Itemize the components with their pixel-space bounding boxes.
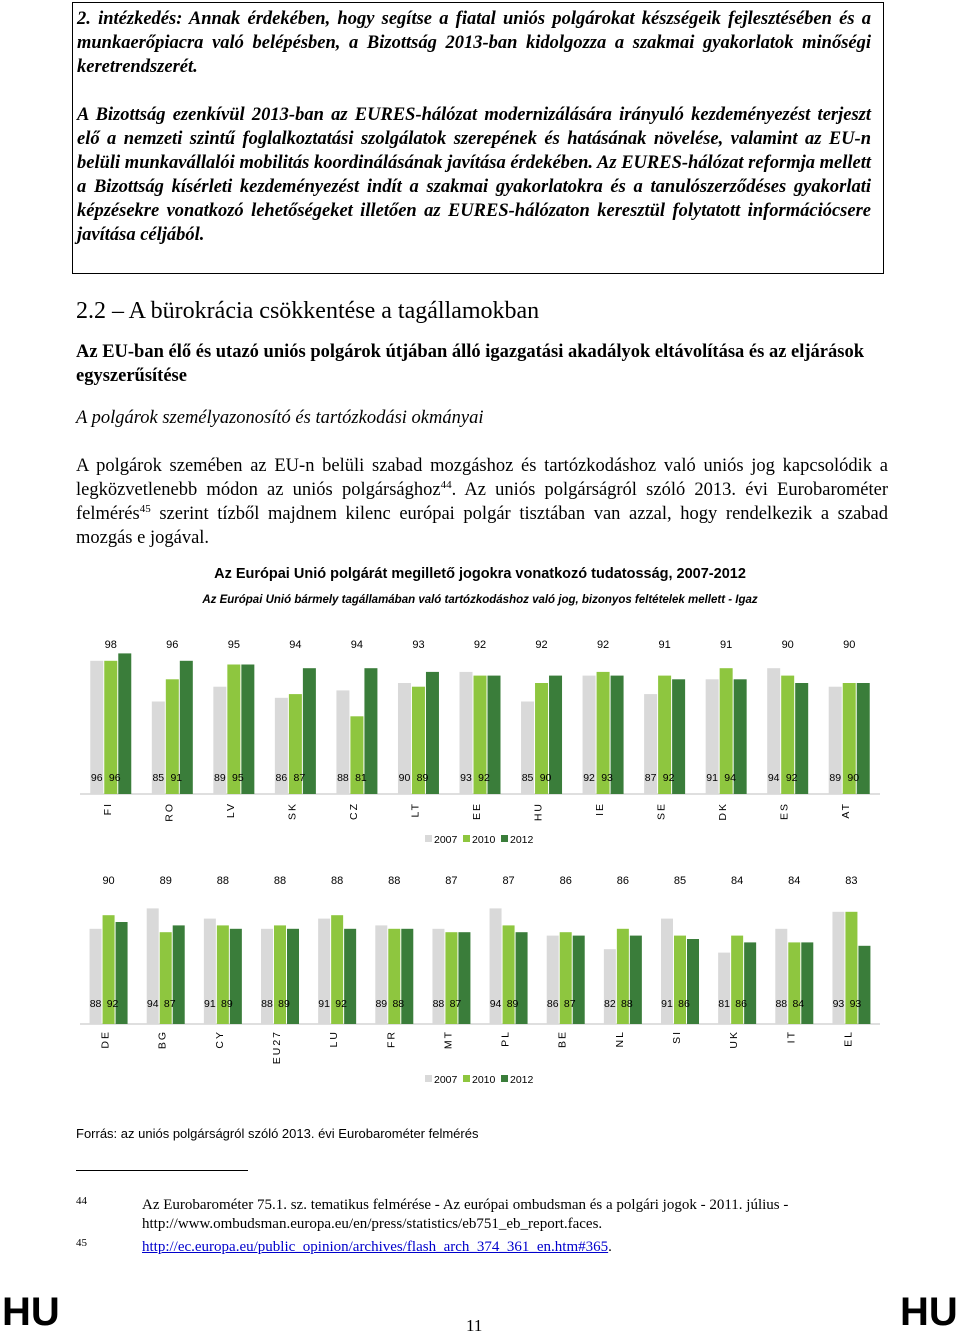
total-label-BG: 89 [159, 875, 172, 887]
bar-UK-2010 [731, 936, 743, 1024]
value-label-AT-2007: 89 [829, 772, 842, 784]
value-label-LU-2007: 91 [318, 998, 330, 1010]
value-label-SK-2007: 86 [275, 772, 288, 784]
footnote-number: 45 [76, 1237, 87, 1249]
value-label-FI-2010: 96 [108, 772, 121, 784]
value-label-NL-2007: 82 [604, 998, 616, 1010]
category-label-BG: BG [156, 1030, 169, 1050]
category-label-EU27: EU27 [271, 1030, 283, 1065]
section-heading: 2.2 – A bürokrácia csökkentése a tagállamokban [76, 298, 540, 324]
value-label-LU-2010: 92 [335, 998, 347, 1010]
value-label-EU27-2007: 88 [261, 998, 273, 1010]
value-label-FI-2007: 96 [90, 772, 103, 784]
category-label-PL: PL [499, 1030, 512, 1047]
value-label-UK-2010: 86 [735, 998, 747, 1010]
total-label-RO: 96 [166, 639, 179, 651]
value-label-DK-2010: 94 [724, 772, 736, 784]
legend-label-2007: 2007 [434, 834, 458, 846]
eures-paragraph: A Bizottság ezenkívül 2013-ban az EURES-hálózat modernizálására irányuló kezdeményezést terjeszt elő a nemzeti szintű foglalkoztatási szolgálatok szerepének és hatásának növelése, valamint az EU-n belüli munkavállalói mobilitás koordinálásának javítása érdekében. Az EURES-hálózat reformja mellett a Bizottság kísérleti kezdeményezést indít a szakmai gyakorlatokra és a tanulószerződéses gyakorlati képzésekre vonatkozó lehetőségeket illetően az EURES-hálózaton keresztül folytatott információcsere javítása céljából. [77, 105, 871, 245]
para-part-2: . Az uniós polgárságról szóló 2013. évi Eurobarométer felmérés [76, 480, 888, 524]
footnote-rule [76, 1170, 248, 1171]
total-label-SK: 94 [289, 639, 302, 651]
value-label-ES-2010: 92 [785, 772, 798, 784]
total-label-DE: 90 [102, 875, 115, 887]
total-label-UK: 84 [731, 875, 744, 887]
value-label-BE-2010: 87 [563, 998, 576, 1010]
bar-BE-2012 [573, 936, 585, 1024]
category-label-LV: LV [224, 802, 237, 819]
total-label-BE: 86 [559, 875, 572, 887]
value-label-LT-2010: 89 [416, 772, 429, 784]
footer-lang-left: HU [2, 1290, 60, 1334]
legend-label-2012: 2012 [510, 1074, 534, 1086]
value-label-EE-2010: 92 [478, 772, 490, 784]
category-label-DK: DK [717, 802, 730, 821]
category-label-SK: SK [286, 802, 299, 821]
bar-chart-1 [0, 618, 960, 878]
value-label-IE-2010: 93 [601, 772, 613, 784]
legend-swatch-2012 [501, 835, 508, 842]
total-label-FR: 88 [388, 875, 401, 887]
legend-label-2010: 2010 [472, 1074, 496, 1086]
total-label-AT: 90 [843, 639, 856, 651]
legend-label-2010: 2010 [472, 834, 496, 846]
category-label-RO: RO [163, 802, 176, 822]
total-label-SI: 85 [673, 875, 687, 887]
bar-BE-2007 [547, 936, 559, 1024]
value-label-HU-2007: 85 [521, 772, 534, 784]
value-label-RO-2007: 85 [152, 772, 165, 784]
total-label-EU27: 88 [273, 875, 287, 887]
category-label-ES: ES [778, 802, 791, 821]
value-label-CY-2010: 89 [221, 998, 233, 1010]
bar-BG-2010 [160, 932, 172, 1024]
bar-NL-2012 [630, 936, 642, 1024]
value-label-CZ-2010: 81 [355, 772, 367, 784]
value-label-EL-2010: 93 [849, 998, 862, 1010]
category-label-LU: LU [328, 1030, 341, 1048]
value-label-PL-2007: 94 [489, 998, 502, 1010]
legend-swatch-2010 [463, 1075, 470, 1082]
total-label-LT: 93 [412, 639, 425, 651]
para-part-1: A polgárok szemében az EU-n belüli szabad mozgáshoz és tartózkodáshoz való uniós jog kapcsolódik a legközvetlenebb módon az uniós polgársághoz [76, 456, 888, 500]
value-label-LT-2007: 90 [398, 772, 411, 784]
category-label-SE: SE [655, 802, 668, 821]
value-label-CZ-2007: 88 [337, 772, 349, 784]
footer-lang-right: HU [900, 1290, 958, 1334]
total-label-MT: 87 [445, 875, 458, 887]
category-label-LT: LT [409, 802, 422, 818]
footnote-number: 44 [76, 1195, 87, 1207]
bar-UK-2007 [718, 953, 730, 1024]
category-label-FR: FR [385, 1030, 398, 1048]
bar-SI-2012 [687, 939, 699, 1024]
total-label-HU: 92 [535, 639, 548, 651]
legend-swatch-2007 [425, 835, 432, 842]
total-label-PL: 87 [502, 875, 515, 887]
value-label-PL-2010: 89 [506, 998, 519, 1010]
value-label-SI-2007: 91 [661, 998, 673, 1010]
bar-chart-2 [0, 848, 960, 1092]
bar-MT-2010 [445, 932, 457, 1024]
value-label-IT-2007: 88 [775, 998, 788, 1010]
value-label-RO-2010: 91 [170, 772, 183, 784]
category-label-MT: MT [442, 1030, 455, 1050]
category-label-FI: FI [101, 802, 114, 816]
total-label-LV: 95 [227, 639, 240, 651]
value-label-SK-2010: 87 [293, 772, 306, 784]
value-label-FR-2010: 88 [392, 998, 405, 1010]
legend-swatch-2007 [425, 1075, 432, 1082]
footnote-ref-44[interactable]: 44 [440, 478, 452, 491]
value-label-AT-2010: 90 [847, 772, 860, 784]
legend-label-2007: 2007 [434, 1074, 458, 1086]
chart-title: Az Európai Unió polgárát megillető jogokra vonatkozó tudatosság, 2007-2012 [214, 566, 746, 582]
value-label-LV-2010: 95 [232, 772, 244, 784]
value-label-HU-2010: 90 [539, 772, 552, 784]
value-label-SE-2010: 92 [662, 772, 675, 784]
total-label-CZ: 94 [350, 639, 364, 651]
category-label-EE: EE [471, 802, 483, 821]
chart-source: Forrás: az uniós polgárságról szóló 2013. évi Eurobarométer felmérés [76, 1126, 479, 1141]
value-label-NL-2010: 88 [621, 998, 633, 1010]
footnote-text [142, 1238, 902, 1257]
measure-2-text: 2. intézkedés: Annak érdekében, hogy segítse a fiatal uniós polgárokat készségeik fejlesztésében és a munkaerőpiacra való belépésben, a Bizottság 2013-ban kidolgozza a szakmai gyakorlatok minőségi keretrendszerét. [77, 9, 871, 77]
value-label-CY-2007: 91 [204, 998, 216, 1010]
total-label-EE: 92 [473, 639, 487, 651]
highlight-box [72, 2, 884, 274]
page-number: 11 [466, 1316, 483, 1335]
category-label-UK: UK [728, 1030, 741, 1049]
total-label-SE: 91 [658, 639, 671, 651]
value-label-MT-2010: 87 [449, 998, 462, 1010]
category-label-IT: IT [785, 1030, 798, 1044]
category-label-NL: NL [613, 1030, 626, 1048]
value-label-IT-2010: 84 [792, 998, 805, 1010]
bar-NL-2007 [604, 949, 616, 1024]
bar-UK-2012 [744, 942, 756, 1024]
italic-heading: A polgárok személyazonosító és tartózkodási okmányai [76, 408, 484, 428]
category-label-CZ: CZ [347, 802, 360, 820]
para-part-3: szerint tízből majdnem kilenc európai polgár tisztában van azzal, hogy rendelkezik a szabad mozgás e jogával. [76, 504, 888, 548]
value-label-DK-2007: 91 [706, 772, 718, 784]
value-label-IE-2007: 92 [583, 772, 595, 784]
value-label-LV-2007: 89 [214, 772, 226, 784]
category-label-DE: DE [99, 1030, 112, 1049]
value-label-SE-2007: 87 [644, 772, 657, 784]
category-label-AT: AT [840, 802, 853, 819]
total-label-NL: 86 [616, 875, 629, 887]
body-paragraph [76, 454, 888, 550]
footnote-text: Az Eurobarométer 75.1. sz. tematikus felmérése - Az európai ombudsman és a polgári jogok - 2011. július - http://www.ombudsman.europa.eu/en/press/statistics/eb751_eb_report.faces. [142, 1197, 789, 1232]
total-label-EL: 83 [845, 875, 858, 887]
value-label-UK-2007: 81 [718, 998, 730, 1010]
category-label-EL: EL [842, 1030, 855, 1047]
bar-BE-2010 [560, 932, 572, 1024]
value-label-BG-2007: 94 [146, 998, 159, 1010]
category-label-BE: BE [556, 1030, 569, 1049]
category-label-HU: HU [532, 802, 545, 822]
footnote-suffix: . [608, 1239, 612, 1255]
value-label-BG-2010: 87 [163, 998, 176, 1010]
total-label-LU: 88 [331, 875, 344, 887]
bar-SI-2010 [674, 936, 686, 1024]
total-label-DK: 91 [720, 639, 733, 651]
category-label-SI: SI [671, 1030, 683, 1044]
value-label-DE-2010: 92 [106, 998, 119, 1010]
value-label-FR-2007: 89 [375, 998, 388, 1010]
chart-subtitle: Az Európai Unió bármely tagállamában való tartózkodáshoz való jog, bizonyos feltételek mellett - Igaz [202, 594, 758, 606]
legend-label-2012: 2012 [510, 834, 534, 846]
legend-swatch-2010 [463, 835, 470, 842]
bar-EL-2012 [858, 946, 870, 1024]
bar-MT-2012 [458, 932, 470, 1024]
footnote-ref-45[interactable]: 45 [139, 502, 151, 515]
value-label-MT-2007: 88 [432, 998, 445, 1010]
value-label-DE-2007: 88 [89, 998, 102, 1010]
total-label-IT: 84 [788, 875, 801, 887]
bar-PL-2012 [516, 932, 528, 1024]
value-label-SI-2010: 86 [678, 998, 690, 1010]
subheading: Az EU-ban élő és utazó uniós polgárok útjában álló igazgatási akadályok eltávolítása és az eljárások egyszerűsítése [76, 342, 865, 386]
value-label-BE-2007: 86 [546, 998, 559, 1010]
value-label-EE-2007: 93 [460, 772, 472, 784]
footnote-link[interactable]: http://ec.europa.eu/public_opinion/archives/flash_arch_374_361_en.htm#365 [142, 1239, 609, 1255]
total-label-CY: 88 [216, 875, 229, 887]
total-label-FI: 98 [104, 639, 117, 651]
bar-IT-2012 [801, 942, 813, 1024]
total-label-ES: 90 [781, 639, 794, 651]
total-label-IE: 92 [596, 639, 610, 651]
category-label-CY: CY [213, 1030, 226, 1049]
legend-swatch-2012 [501, 1075, 508, 1082]
bar-IT-2010 [788, 942, 800, 1024]
category-label-IE: IE [594, 802, 607, 816]
value-label-ES-2007: 94 [767, 772, 780, 784]
value-label-EL-2007: 93 [832, 998, 845, 1010]
value-label-EU27-2010: 89 [278, 998, 290, 1010]
